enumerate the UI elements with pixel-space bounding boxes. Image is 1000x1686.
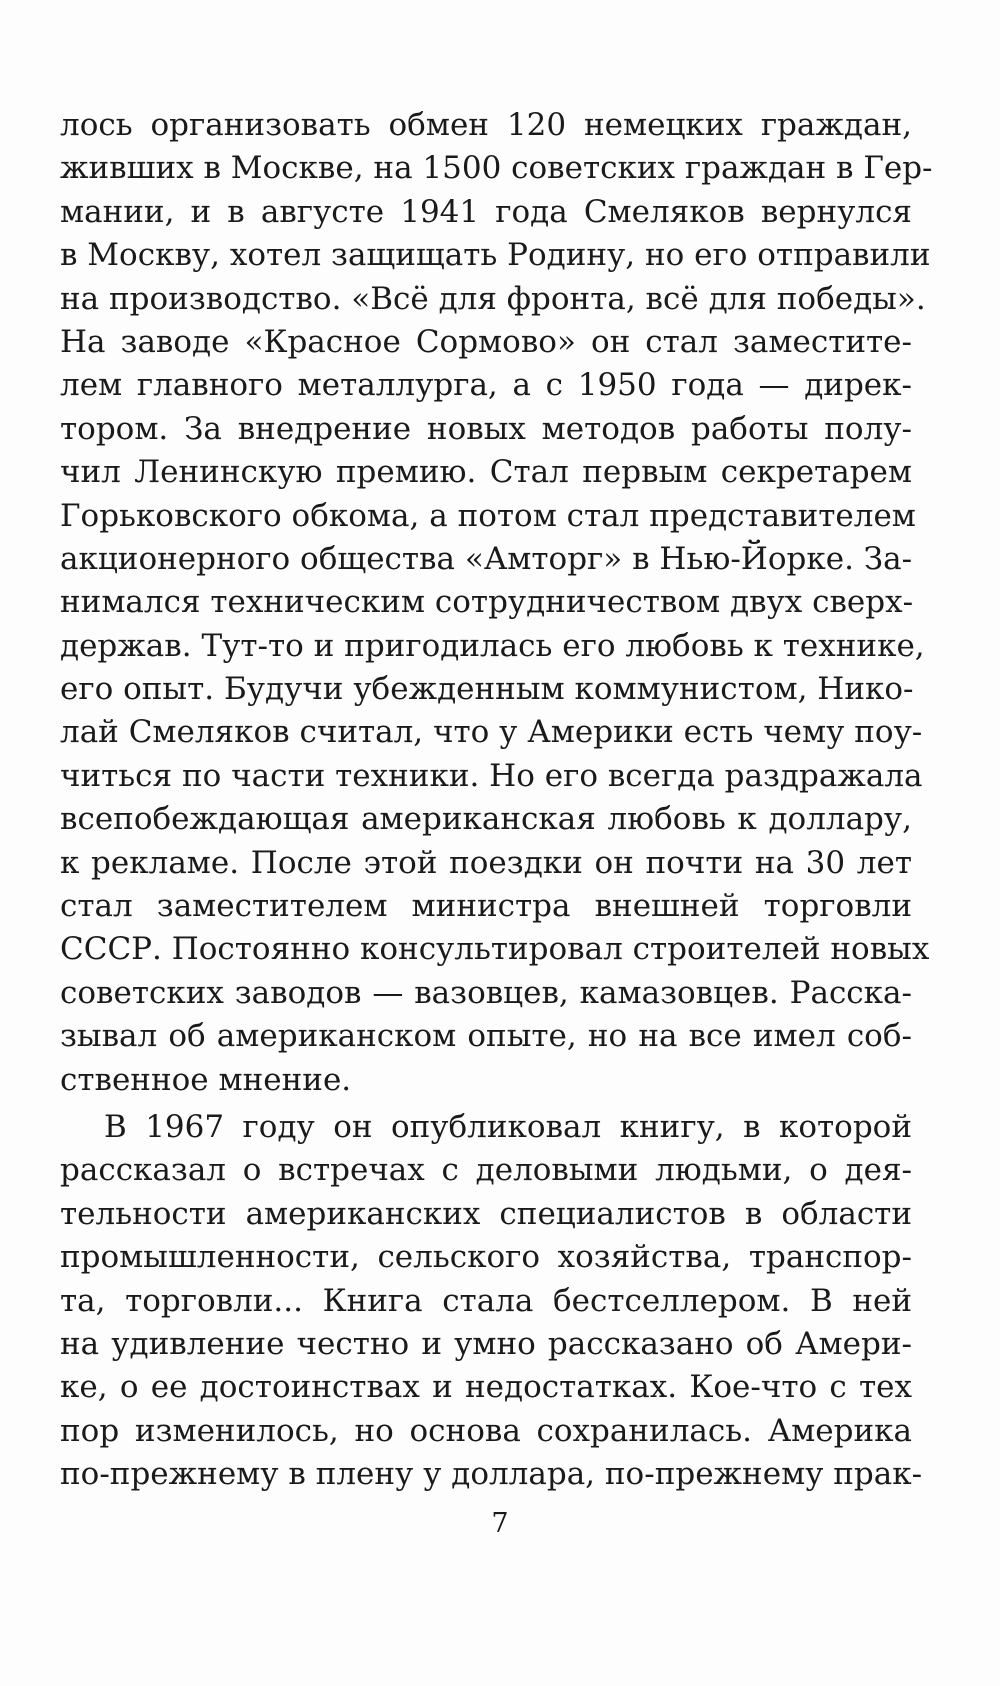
text-line: на удивление честно и умно рассказано об Амери-: [60, 1325, 912, 1362]
text-line: советских заводов — вазовцев, камазовцев. Расска-: [60, 974, 912, 1011]
text-line: та, торговли... Книга стала бестселлером. В ней: [60, 1282, 912, 1319]
text-line: живших в Москве, на 1500 советских граждан в Гер-: [60, 150, 933, 187]
text-line: в Москву, хотел защищать Родину, но его отправили: [60, 237, 931, 274]
text-line: лось организовать обмен 120 немецких граждан,: [60, 107, 912, 143]
text-line: пор изменилось, но основа сохранилась. Америка: [60, 1412, 912, 1449]
text-line: тельности американских специалистов в области: [60, 1195, 912, 1232]
text-line: СССР. Постоянно консультировал строителей новых: [60, 931, 930, 968]
text-line: на производство. «Всё для фронта, всё для победы».: [60, 280, 926, 317]
text-line: В 1967 году он опубликовал книгу, в которой: [104, 1108, 912, 1145]
text-line: по-прежнему в плену у доллара, по-прежнему прак-: [60, 1456, 923, 1493]
text-line: всепобеждающая американская любовь к доллару,: [60, 801, 912, 838]
text-line: мании, и в августе 1941 года Смеляков вернулся: [60, 193, 912, 230]
text-line: чил Ленинскую премию. Стал первым секретарем: [60, 454, 912, 491]
text-line: тором. За внедрение новых методов работы полу-: [60, 410, 912, 447]
text-line: ственное мнение.: [60, 1061, 352, 1098]
paragraph-1: [60, 104, 933, 1102]
text-line: лем главного металлурга, а с 1950 года — дирек-: [60, 367, 912, 404]
text-line: к рекламе. После этой поездки он почти на 30 лет: [60, 844, 912, 881]
text-line: Горьковского обкома, а потом стал представителем: [60, 497, 916, 534]
text-line: ке, о ее достоинствах и недостатках. Кое-что с тех: [60, 1369, 912, 1406]
text-line: промышленности, сельского хозяйства, транспор-: [60, 1239, 912, 1276]
text-line: нимался техническим сотрудничеством двух сверх-: [60, 584, 914, 621]
body-text: [60, 104, 933, 1497]
text-line: На заводе «Красное Сормово» он стал заместите-: [60, 323, 912, 360]
text-line: лай Смеляков считал, что у Америки есть чему поу-: [60, 714, 923, 751]
text-line: рассказал о встречах с деловыми людьми, о дея-: [60, 1152, 912, 1189]
text-line: зывал об американском опыте, но на все имел соб-: [60, 1018, 912, 1055]
text-line: его опыт. Будучи убежденным коммунистом, Нико-: [60, 671, 914, 708]
text-line: читься по части техники. Но его всегда раздражала: [60, 757, 923, 794]
paragraph-2: [60, 1106, 923, 1497]
page-number: 7: [491, 1508, 509, 1539]
text-line: держав. Тут-то и пригодилась его любовь к технике,: [60, 627, 925, 664]
text-line: акционерного общества «Амторг» в Нью-Йорке. За-: [60, 540, 913, 577]
text-line: стал заместителем министра внешней торговли: [60, 888, 912, 925]
